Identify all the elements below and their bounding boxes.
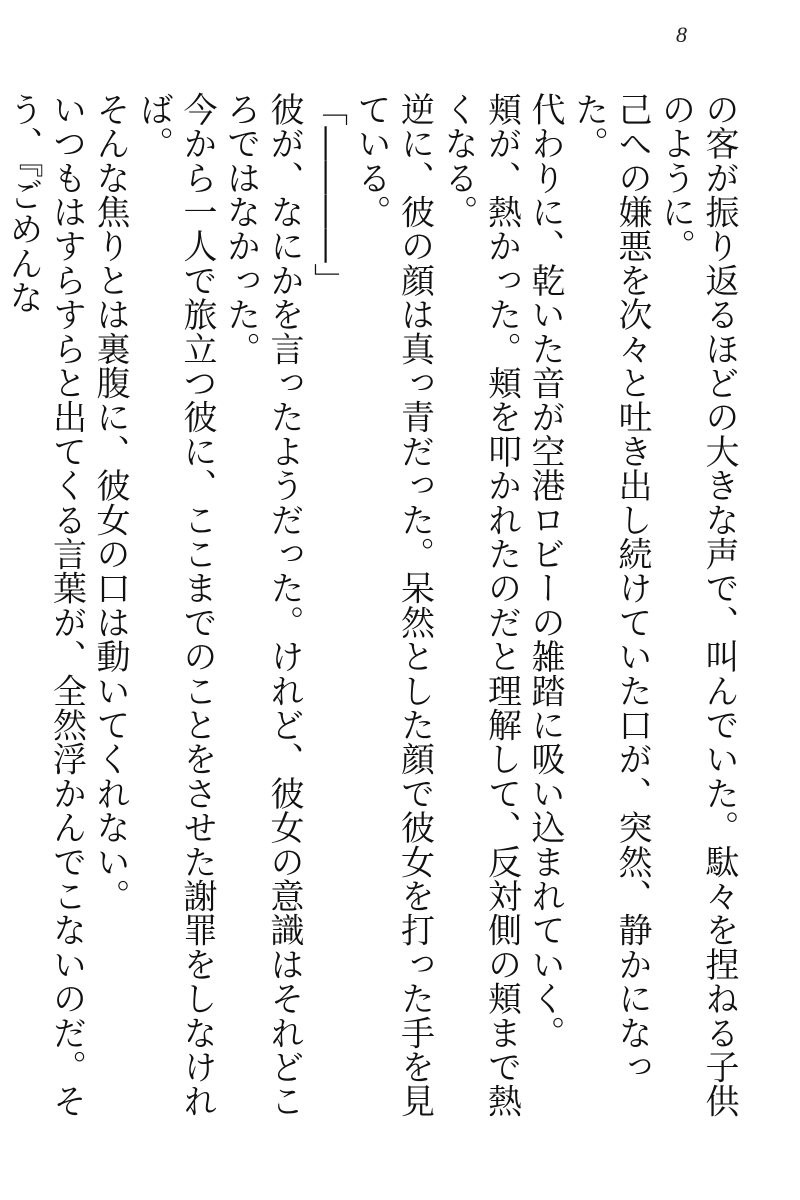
text-line: そんな焦りとは裏腹に、彼女の口は動いてくれない。 <box>90 92 130 913</box>
text-line: 頬が、熱かった。頬を叩かれたのだと理解して、反対側の頬まで熱くなる。 <box>438 92 522 1118</box>
text-line: 彼が、なにかを言ったようだった。けれど、彼女の意識はそれどころではなかった。 <box>220 92 304 1118</box>
text-line: 逆に、彼の顔は真っ青だった。呆然とした顔で彼女を打った手を見ている。 <box>351 92 435 1118</box>
text-line: 己への嫌悪を次々と吐き出し続けていた口が、突然、静かになった。 <box>568 92 652 1084</box>
text-line: 「――――」 <box>307 92 348 298</box>
text-line: の客が振り返るほどの大きな声で、叫んでいた。駄々を捏ねる子供のように。 <box>655 92 739 1118</box>
text-line <box>0 92 1 1152</box>
text-line: いつもはすらすらと出てくる言葉が、全然浮かんでこないのだ。そう、『ごめんな <box>3 92 87 1118</box>
text-line: 今から一人で旅立つ彼に、ここまでのことをさせた謝罪をしなければ。 <box>133 92 217 1118</box>
text-line: 代わりに、乾いた音が空港ロビーの雑踏に吸い込まれていく。 <box>525 92 565 1050</box>
page-number: 8 <box>676 22 687 47</box>
vertical-text-block <box>3 92 740 1152</box>
